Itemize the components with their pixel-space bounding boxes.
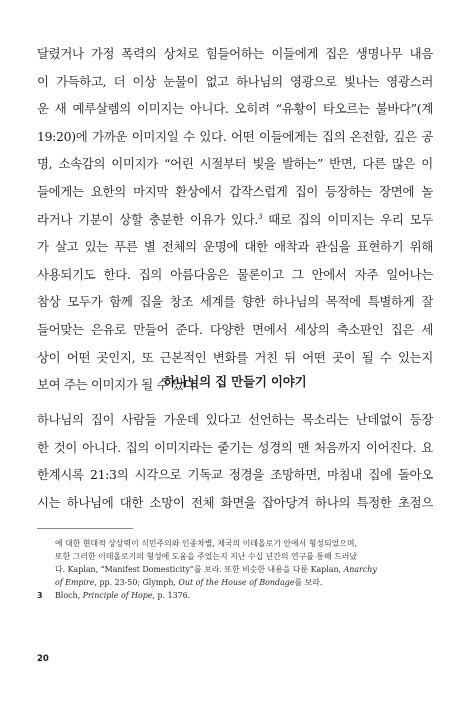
text-line: 운 새 예루살렘의 이미지는 아니다. 오히려 “유황이 타오르는 불바다”(계: [37, 101, 433, 117]
text-line: 참상 모두가 함께 집을 창조 세계를 향한 하나님의 목적에 특별하게 잘: [37, 294, 433, 310]
footnote-title: Out of the House of Bondage: [178, 578, 295, 587]
text-segment: 반면, 다른 많은 이: [323, 156, 433, 172]
text-line: [37, 150, 433, 178]
text-line: 한 것이 아니다. 집의 이미지라는 줄기는 성경의 맨 처음까지 이어진다. 요: [37, 439, 433, 455]
text-line: 보여 주는 이미지가 될 수 있다.: [37, 377, 199, 393]
text-line: 시는 하나님에 대한 소망이 전체 화면을 잡아당겨 하나의 특정한 초점으: [37, 494, 433, 510]
footnote-title: Anarchy: [343, 565, 377, 574]
text-line: 이 가득하고, 더 이상 눈물이 없고 하나님의 영광으로 빛나는 영광스러: [37, 73, 433, 89]
text-line: 달렸거나 가정 폭력의 상처로 힘들어하는 이들에게 집은 생명나무 내음: [37, 46, 433, 61]
text-line: 가 살고 있는 푸른 별 전체의 운명에 대한 애착과 관심을 표현하기 위해: [37, 239, 433, 255]
text-line: 하나님의 집이 사람들 가운데 있다고 선언하는 목소리는 난데없이 등장: [37, 412, 433, 427]
footnote-marker[interactable]: 3: [258, 212, 263, 221]
footnote-line: 에 대한 현대적 상상력이 식민주의와 인종차별, 제국의 이데올로기 안에서 형성되었으며,: [55, 539, 357, 548]
footnote-segment: Bloch,: [55, 591, 83, 600]
text-line: 들에게는 요한의 마지막 환상에서 갑작스럽게 집이 등장하는 장면에 놀: [37, 183, 433, 199]
footnote-line: [37, 563, 433, 576]
footnote-line: 또한 그러한 이데올로기의 형성에 도움을 주었는지 지난 수십 년간의 연구를 통해 드러났: [55, 552, 357, 561]
paragraph-1: [37, 40, 433, 399]
footnote-segment: , pp. 23-50; Glymph,: [94, 578, 179, 587]
text-segment: 때로 집의 이미지는 우리 모두: [262, 211, 433, 227]
footnote-3: [37, 589, 433, 602]
text-line: 한계시록 21:3의 시각으로 기독교 정경을 조망하면, 마침내 집에 돌아오: [37, 467, 433, 483]
footnote-line: [37, 576, 433, 589]
paragraph-2: [37, 406, 433, 516]
text-line: [37, 206, 433, 234]
footnote-segment: , p. 1376.: [152, 591, 191, 600]
text-line: 사용되기도 한다. 집의 아름다움은 물론이고 그 안에서 자주 일어나는: [37, 266, 433, 282]
text-line: 19:20)에 가까운 이미지일 수 있다. 어떤 이들에게는 집의 온전함, 깊은 공: [37, 128, 433, 144]
footnote-divider: [37, 528, 133, 529]
section-heading: 하나님의 집 만들기 이야기: [163, 374, 307, 389]
footnotes: [37, 537, 433, 602]
text-segment: 명, 소속감의 이미지가 “어린 시절부터 빛을 발하는”: [37, 156, 324, 172]
footnote-title: of Empire: [55, 578, 95, 587]
footnote-number: 3: [37, 591, 43, 600]
text-line: 들어맞는 은유로 만들어 준다. 다양한 면에서 세상의 축소판인 집은 세: [37, 321, 433, 337]
footnote-segment: 를 보라.: [294, 578, 323, 587]
text-line: 상이 어떤 곳인지, 또 근본적인 변화를 거친 뒤 어떤 곳이 될 수 있는지: [37, 349, 433, 365]
footnote-title: Principle of Hope: [82, 591, 153, 600]
text-segment: 라거나 기분이 상할 충분한 이유가 있다.: [37, 211, 259, 227]
footnote-segment: 다. Kaplan, “Manifest Domesticity”를 보라. 또한 비슷한 내용을 다룬 Kaplan,: [55, 565, 344, 574]
page-number: 20: [37, 654, 49, 664]
